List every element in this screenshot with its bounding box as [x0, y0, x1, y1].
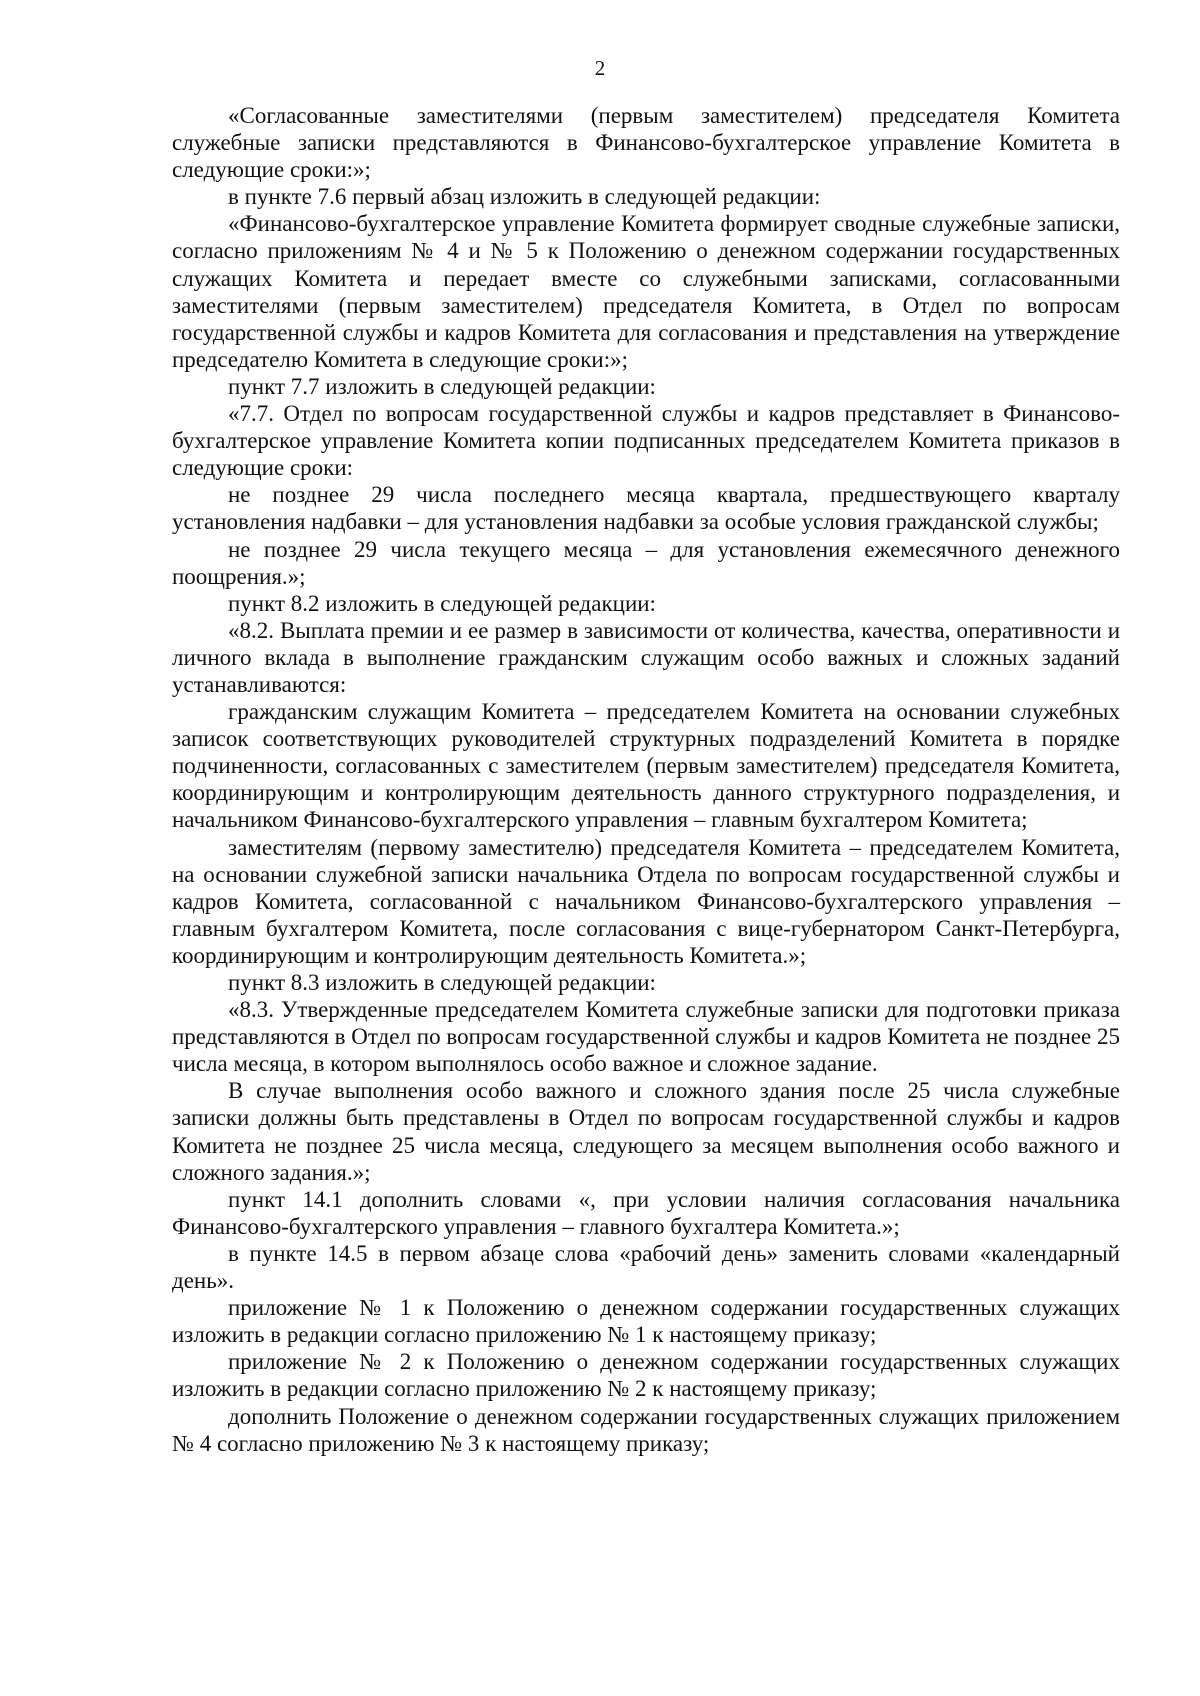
paragraph: дополнить Положение о денежном содержании государственных служащих приложением № 4 согласно приложению № 3 к настоящему приказу;	[172, 1403, 1120, 1456]
paragraph: пункт 8.3 изложить в следующей редакции:	[228, 970, 656, 995]
paragraph: «7.7. Отдел по вопросам государственной службы и кадров представляет в Финансово-бухгалтерское управление Комитета копии подписанных председателем Комитета приказов в следующие сроки:	[172, 401, 1120, 481]
paragraph: приложение № 1 к Положению о денежном содержании государственных служащих изложить в редакции согласно приложению № 1 к настоящему приказу;	[172, 1295, 1120, 1348]
paragraph: не позднее 29 числа текущего месяца – для установления ежемесячного денежного поощрения.»;	[172, 536, 1120, 589]
paragraph: пункт 14.1 дополнить словами «, при условии наличия согласования начальника Финансово-бухгалтерского управления – главного бухгалтера Комитета.»;	[172, 1186, 1120, 1239]
page-number: 2	[594, 56, 606, 80]
paragraph: не позднее 29 числа последнего месяца квартала, предшествующего кварталу установления надбавки – для установления надбавки за особые условия гражданской службы;	[172, 482, 1120, 535]
paragraph: «8.2. Выплата премии и ее размер в зависимости от количества, качества, оперативности и личного вклада в выполнение гражданским служащим особо важных и сложных заданий устанавливаются:	[172, 617, 1120, 697]
paragraph: приложение № 2 к Положению о денежном содержании государственных служащих изложить в редакции согласно приложению № 2 к настоящему приказу;	[172, 1349, 1120, 1402]
paragraph: «Согласованные заместителями (первым заместителем) председателя Комитета служебные записки представляются в Финансово-бухгалтерское управление Комитета в следующие сроки:»;	[172, 103, 1120, 183]
paragraph: пункт 7.7 изложить в следующей редакции:	[228, 373, 656, 399]
document-body	[172, 102, 1120, 1457]
paragraph: в пункте 7.6 первый абзац изложить в следующей редакции:	[228, 184, 821, 210]
paragraph: гражданским служащим Комитета – председателем Комитета на основании служебных записок соответствующих руководителей структурных подразделений Комитета в порядке подчиненности, согласованных с заместителем (первым заместителем) председателя Комитета, координирующим и контролирующим деятельность данного структурного подразделения, и начальником Финансово-бухгалтерского управления – главным бухгалтером Комитета;	[172, 699, 1120, 833]
paragraph: пункт 8.2 изложить в следующей редакции:	[228, 590, 656, 616]
paragraph: в пункте 14.5 в первом абзаце слова «рабочий день» заменить словами «календарный день».	[172, 1240, 1120, 1294]
paragraph: заместителям (первому заместителю) председателя Комитета – председателем Комитета, на основании служебной записки начальника Отдела по вопросам государственной службы и кадров Комитета, согласованной с начальником Финансово-бухгалтерского управления – главным бухгалтером Комитета, после согласования с вице-губернатором Санкт-Петербурга, координирующим и контролирующим деятельность Комитета.»;	[172, 834, 1120, 968]
paragraph: «8.3. Утвержденные председателем Комитета служебные записки для подготовки приказа представляются в Отдел по вопросам государственной службы и кадров Комитета не позднее 25 числа месяца, в котором выполнялось особо важное и сложное задание.	[172, 997, 1120, 1077]
paragraph: В случае выполнения особо важного и сложного здания после 25 числа служебные записки должны быть представлены в Отдел по вопросам государственной службы и кадров Комитета не позднее 25 числа месяца, следующего за месяцем выполнения особо важного и сложного задания.»;	[172, 1078, 1120, 1185]
paragraph: «Финансово-бухгалтерское управление Комитета формирует сводные служебные записки, согласно приложениям № 4 и № 5 к Положению о денежном содержании государственных служащих Комитета и передает вместе со служебными записками, согласованными заместителями (первым заместителем) председателя Комитета, в Отдел по вопросам государственной службы и кадров Комитета для согласования и представления на утверждение председателю Комитета в следующие сроки:»;	[172, 211, 1120, 372]
